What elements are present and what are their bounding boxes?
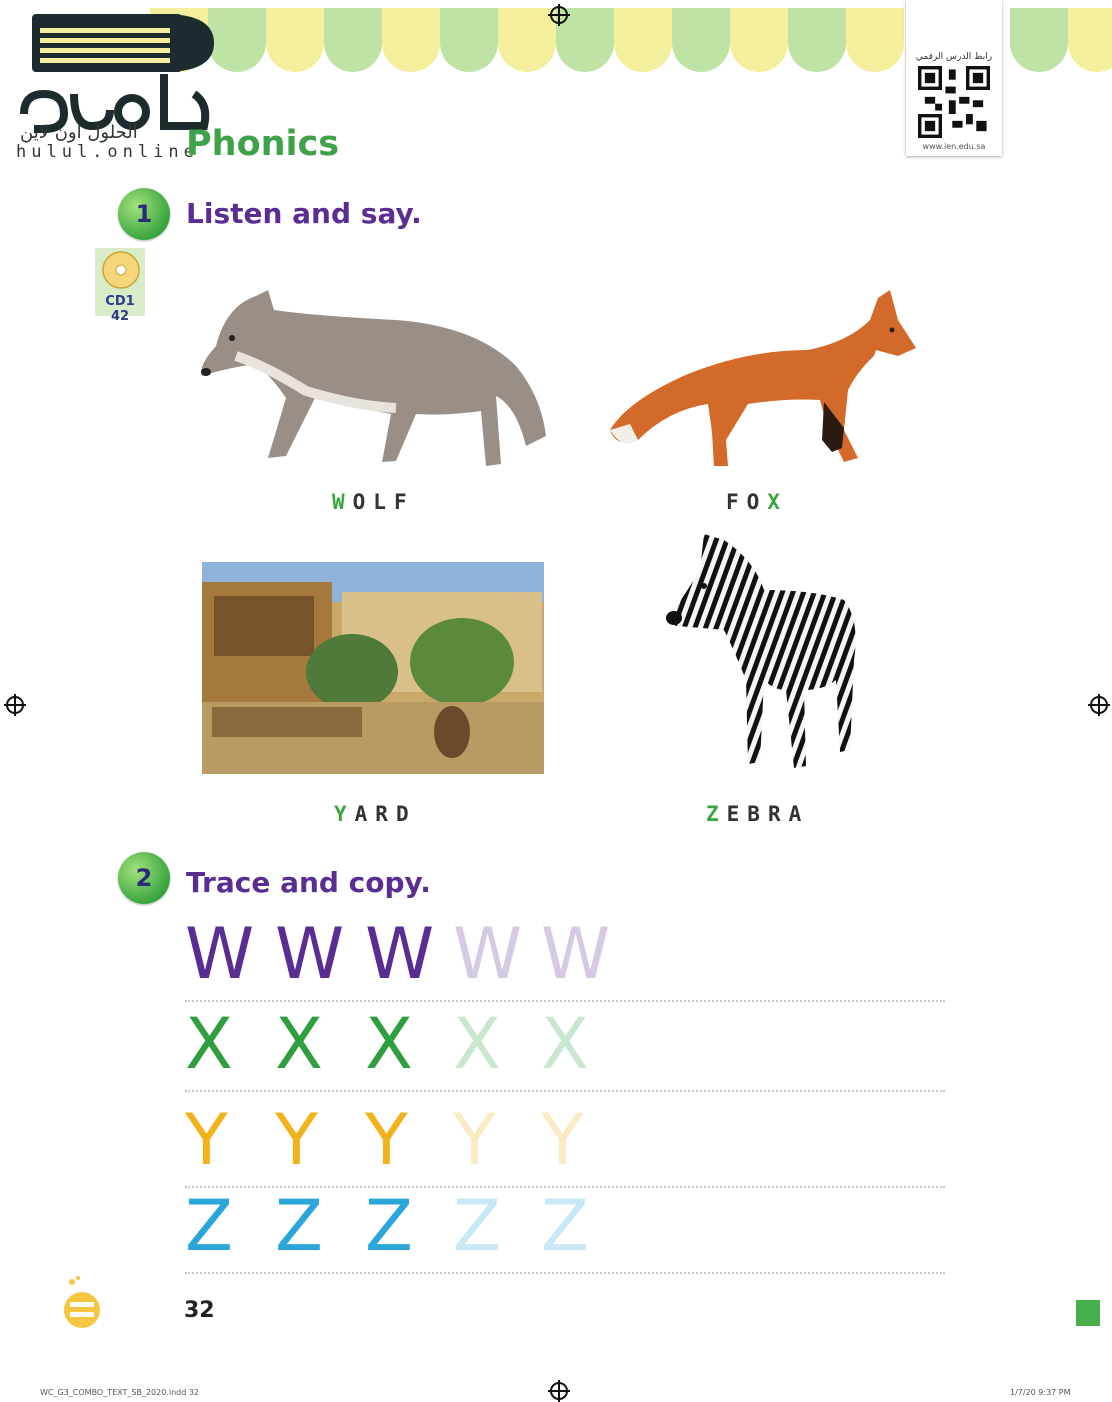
trace-letter: Z	[365, 1185, 413, 1267]
trace-letter: Y	[275, 1099, 318, 1181]
qr-title: رابط الدرس الرقمي	[915, 52, 993, 62]
picture-label-wolf: WOLF	[332, 490, 415, 514]
section-title: Phonics	[186, 124, 340, 164]
trace-dotted-letter[interactable]: Y	[453, 1099, 496, 1181]
fox-picture	[608, 290, 920, 470]
trace-model-letter: Y	[185, 1099, 228, 1181]
trace-letter: X	[275, 1003, 323, 1085]
trace-letter: X	[365, 1003, 413, 1085]
trace-dotted-letter[interactable]: Y	[541, 1099, 584, 1181]
trace-letter: Z	[275, 1185, 323, 1267]
awning-scallop	[614, 8, 672, 72]
trace-letter: W	[275, 913, 345, 995]
awning-scallop	[208, 8, 266, 72]
page-number: 32	[184, 1298, 215, 1323]
wolf-picture	[196, 286, 550, 474]
awning-scallop	[1068, 8, 1112, 72]
cd-icon	[95, 248, 145, 294]
trace-dotted-letter[interactable]: Z	[453, 1185, 501, 1267]
zebra-picture	[664, 530, 860, 782]
awning-scallop	[440, 8, 498, 72]
activity-title: Trace and copy.	[186, 866, 431, 899]
activity-number-badge: 2	[118, 852, 170, 904]
awning-scallop	[788, 8, 846, 72]
awning-scallop	[498, 8, 556, 72]
trace-dotted-letter[interactable]: Z	[541, 1185, 589, 1267]
activity-number-badge: 1	[118, 188, 170, 240]
trace-letter: W	[365, 913, 435, 995]
trace-dotted-letter[interactable]: W	[541, 913, 611, 995]
awning-scallop	[324, 8, 382, 72]
writing-line	[185, 1000, 945, 1002]
trace-dotted-letter[interactable]: W	[453, 913, 523, 995]
registration-mark-icon	[6, 696, 24, 714]
trace-model-letter: X	[185, 1003, 233, 1085]
activity-title: Listen and say.	[186, 197, 422, 230]
logo-latin-text: hulul.online	[16, 142, 199, 162]
trace-row-x[interactable]	[185, 1003, 945, 1092]
trace-row-w[interactable]	[185, 913, 945, 1002]
trace-model-letter: W	[185, 913, 255, 995]
picture-label-fox: FOX	[726, 490, 788, 514]
publisher-logo-icon	[60, 1272, 104, 1332]
awning-scallop	[672, 8, 730, 72]
writing-line	[185, 1272, 945, 1274]
awning-scallop	[266, 8, 324, 72]
picture-label-yard: YARD	[334, 802, 417, 826]
trace-dotted-letter[interactable]: X	[541, 1003, 589, 1085]
registration-mark-icon	[1090, 696, 1108, 714]
registration-mark-icon	[550, 6, 568, 24]
qr-card[interactable]	[906, 0, 1002, 156]
qr-code-icon	[918, 66, 990, 138]
trace-dotted-letter[interactable]: X	[453, 1003, 501, 1085]
print-slug-left: WC_G3_COMBO_TEXT_SB_2020.indd 32	[40, 1388, 200, 1397]
corner-tab	[1076, 1300, 1100, 1326]
picture-label-zebra: ZEBRA	[706, 802, 810, 826]
trace-row-y[interactable]	[185, 1099, 945, 1188]
cd-track-label: CD1 42	[105, 294, 135, 324]
yard-picture	[202, 562, 544, 774]
awning-scallop	[382, 8, 440, 72]
awning-scallop	[730, 8, 788, 72]
trace-row-z[interactable]	[185, 1185, 945, 1274]
registration-mark-icon	[550, 1382, 568, 1400]
awning-scallop	[1010, 8, 1068, 72]
writing-line	[185, 1090, 945, 1092]
awning-scallop	[846, 8, 904, 72]
qr-url[interactable]: www.ien.edu.sa	[922, 142, 986, 151]
trace-letter: Y	[365, 1099, 408, 1181]
print-slug-right: 1/7/20 9:37 PM	[1010, 1388, 1071, 1397]
trace-model-letter: Z	[185, 1185, 233, 1267]
logo-arabic-text: الحلول اون لاين	[20, 122, 138, 143]
